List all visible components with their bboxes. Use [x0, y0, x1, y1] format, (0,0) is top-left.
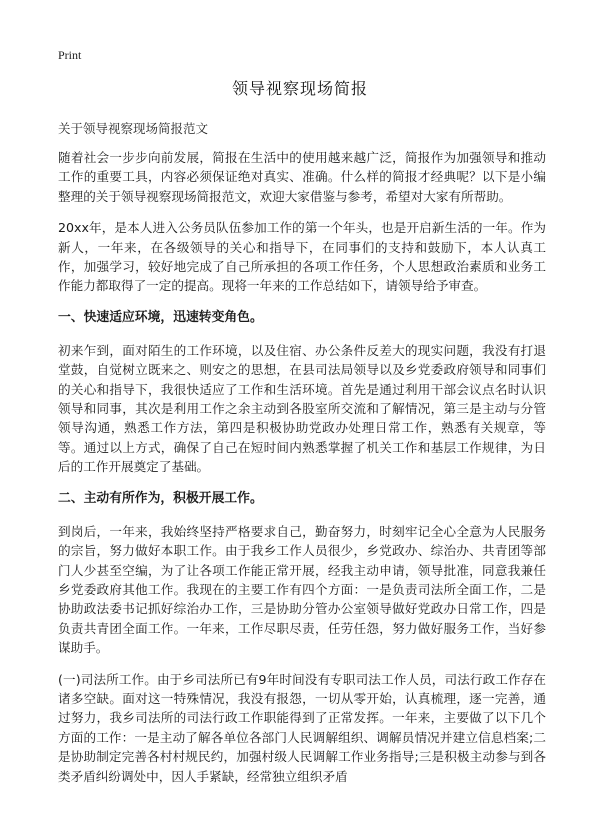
paragraph-4: (一)司法所工作。由于乡司法所已有9年时间没有专职司法工作人员，司法行政工作存在诸多空缺。面对这一特殊情况，我没有报怨，一切从零开始，认真梳理，逐一完善，通过努力，我乡司法所的司法行政工作职能得到了正常发挥。一年来，主要做了以下几个方面的工作：一是主动了解各单位各部门人民调解组织、调解员情况并建立信息档案;二是协助制定完善各村村规民约，加强村级人民调解工作业务指导;三是积极主动参与到各类矛盾纠纷调处中，因人手紧缺，经常独立组织矛盾	[58, 671, 546, 784]
paragraph-2: 初来乍到，面对陌生的工作环境，以及住宿、办公条件反差大的现实问题，我没有打退堂鼓，自觉树立既来之、则安之的思想，在县司法局领导以及乡党委政府领导和同事们的关心和指导下，我很快适应了工作和生活环境。首先是通过利用干部会议点名时认识领导和同事，其次是利用工作之余主动到各股室所交流和了解情况，第三是主动与分管领导沟通，熟悉工作方法，第四是积极协助党政办处理日常工作，熟悉有关规章，等等。通过以上方式，确保了自己在短时间内熟悉掌握了机关工作和基层工作规律，为日后的工作开展奠定了基础。	[58, 342, 546, 475]
intro-paragraph: 随着社会一步步向前发展，简报在生活中的使用越来越广泛，简报作为加强领导和推动工作的重要工具，内容必须保证绝对真实、准确。什么样的简报才经典呢？以下是小编整理的关于领导视察现场简报范文，欢迎大家借鉴与参考，希望对大家有所帮助。	[58, 150, 546, 204]
paragraph-1: 20xx年，是本人进入公务员队伍参加工作的第一个年头，也是开启新生活的一年。作为新人，一年来，在各级领导的关心和指导下，在同事们的支持和鼓励下，本人认真工作，加强学习，较好地完成了自己所承担的各项工作任务，个人思想政治素质和业务工作能力都取得了一定的提高。现将一年来的工作总结如下，请领导给予审查。	[58, 220, 546, 294]
section-heading-2: 二、主动有所作为，积极开展工作。	[58, 490, 263, 506]
document-subtitle: 关于领导视察现场简报范文	[58, 121, 209, 136]
document-title: 领导视察现场简报	[231, 79, 368, 98]
document-body	[58, 148, 546, 798]
print-label: Print	[58, 48, 82, 62]
paragraph-3: 到岗后，一年来，我始终坚持严格要求自己，勤奋努力，时刻牢记全心全意为人民服务的宗旨，努力做好本职工作。由于我乡工作人员很少，乡党政办、综治办、共青团等部门人少甚至空编，为了让各项工作能正常开展，经我主动申请，领导批准，同意我兼任乡党委政府其他工作。我现在的主要工作有四个方面：一是负责司法所全面工作，二是协助政法委书记抓好综治办工作，三是协助分管办公室领导做好党政办日常工作，四是负责共青团全面工作。一年来，工作尽职尽责，任劳任怨，努力做好服务工作，当好参谋助手。	[58, 523, 546, 656]
section-heading-1: 一、快速适应环境，迅速转变角色。	[58, 309, 263, 325]
